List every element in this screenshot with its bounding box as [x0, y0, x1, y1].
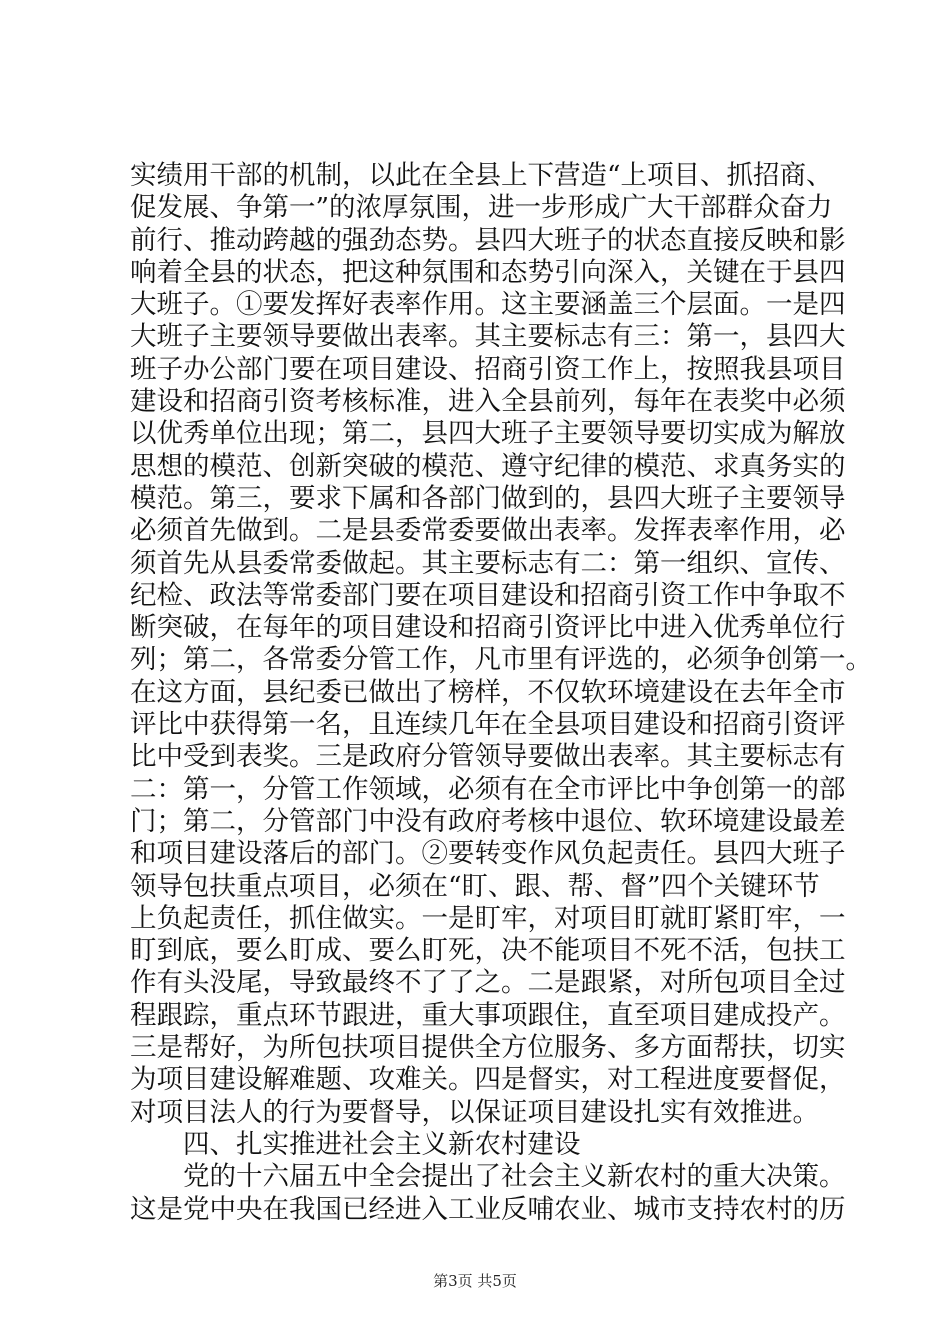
text-line: 响着全县的状态，把这种氛围和态势引向深入，关键在于县四: [130, 256, 846, 288]
text-line: 二：第一，分管工作领域，必须有在全市评比中争创第一的部: [130, 773, 846, 805]
text-line: 三是帮好，为所包扶项目提供全方位服务、多方面帮扶，切实: [130, 1032, 846, 1064]
text-line: 实绩用干部的机制，以此在全县上下营造“上项目、抓招商、: [130, 160, 833, 191]
text-line: 盯到底，要么盯成、要么盯死，决不能项目不死不活，包扶工: [130, 935, 846, 967]
text-line: 思想的模范、创新突破的模范、遵守纪律的模范、求真务实的: [130, 450, 846, 482]
text-line: 班子办公部门要在项目建设、招商引资工作上，按照我县项目: [130, 353, 846, 385]
section-heading: 四、扎实推进社会主义新农村建设: [183, 1128, 581, 1160]
text-line: 大班子。①要发挥好表率作用。这主要涵盖三个层面。一是四: [130, 289, 846, 321]
text-line: 建设和招商引资考核标准，进入全县前列，每年在表奖中必须: [130, 386, 846, 418]
document-body: [130, 160, 872, 1226]
text-line: 须首先从县委常委做起。其主要标志有二：第一组织、宣传、: [130, 547, 846, 579]
text-line: 在这方面，县纪委已做出了榜样，不仅软环境建设在去年全市: [130, 676, 846, 708]
text-line: 和项目建设落后的部门。②要转变作风负起责任。县四大班子: [130, 838, 846, 870]
text-line: 这是党中央在我国已经进入工业反哺农业、城市支持农村的历: [130, 1193, 846, 1225]
text-line: 程跟踪，重点环节跟进，重大事项跟住，直至项目建成投产。: [130, 999, 846, 1031]
text-line: 纪检、政法等常委部门要在项目建设和招商引资工作中争取不: [130, 579, 846, 611]
page-number-footer: 第3页 共5页: [433, 1272, 517, 1290]
text-line: 对项目法人的行为要督导，以保证项目建设扎实有效推进。: [130, 1096, 819, 1128]
text-line: 以优秀单位出现；第二，县四大班子主要领导要切实成为解放: [130, 418, 846, 450]
text-line: 党的十六届五中全会提出了社会主义新农村的重大决策。: [183, 1161, 846, 1193]
text-line: 前行、推动跨越的强劲态势。县四大班子的状态直接反映和影: [130, 224, 846, 256]
text-line: 领导包扶重点项目，必须在“盯、跟、帮、督”四个关键环节: [130, 870, 820, 902]
text-line: 上负起责任，抓住做实。一是盯牢，对项目盯就盯紧盯牢，一: [130, 902, 846, 934]
text-line: 促发展、争第一”的浓厚氛围，进一步形成广大干部群众奋力: [130, 192, 833, 224]
text-line: 作有头没尾，导致最终不了了之。二是跟紧，对所包项目全过: [130, 967, 846, 999]
text-line: 断突破，在每年的项目建设和招商引资评比中进入优秀单位行: [130, 612, 846, 644]
text-line: 为项目建设解难题、攻难关。四是督实，对工程进度要督促，: [130, 1064, 846, 1096]
text-line: 比中受到表奖。三是政府分管领导要做出表率。其主要标志有: [130, 741, 846, 773]
text-line: 门；第二，分管部门中没有政府考核中退位、软环境建设最差: [130, 805, 846, 837]
text-line: 评比中获得第一名，且连续几年在全县项目建设和招商引资评: [130, 709, 846, 741]
text-line: 大班子主要领导要做出表率。其主要标志有三：第一，县四大: [130, 321, 846, 353]
text-line: 必须首先做到。二是县委常委要做出表率。发挥表率作用，必: [130, 515, 846, 547]
text-line: 模范。第三，要求下属和各部门做到的，县四大班子主要领导: [130, 482, 846, 514]
text-line: 列；第二，各常委分管工作，凡市里有评选的，必须争创第一。: [130, 644, 872, 676]
